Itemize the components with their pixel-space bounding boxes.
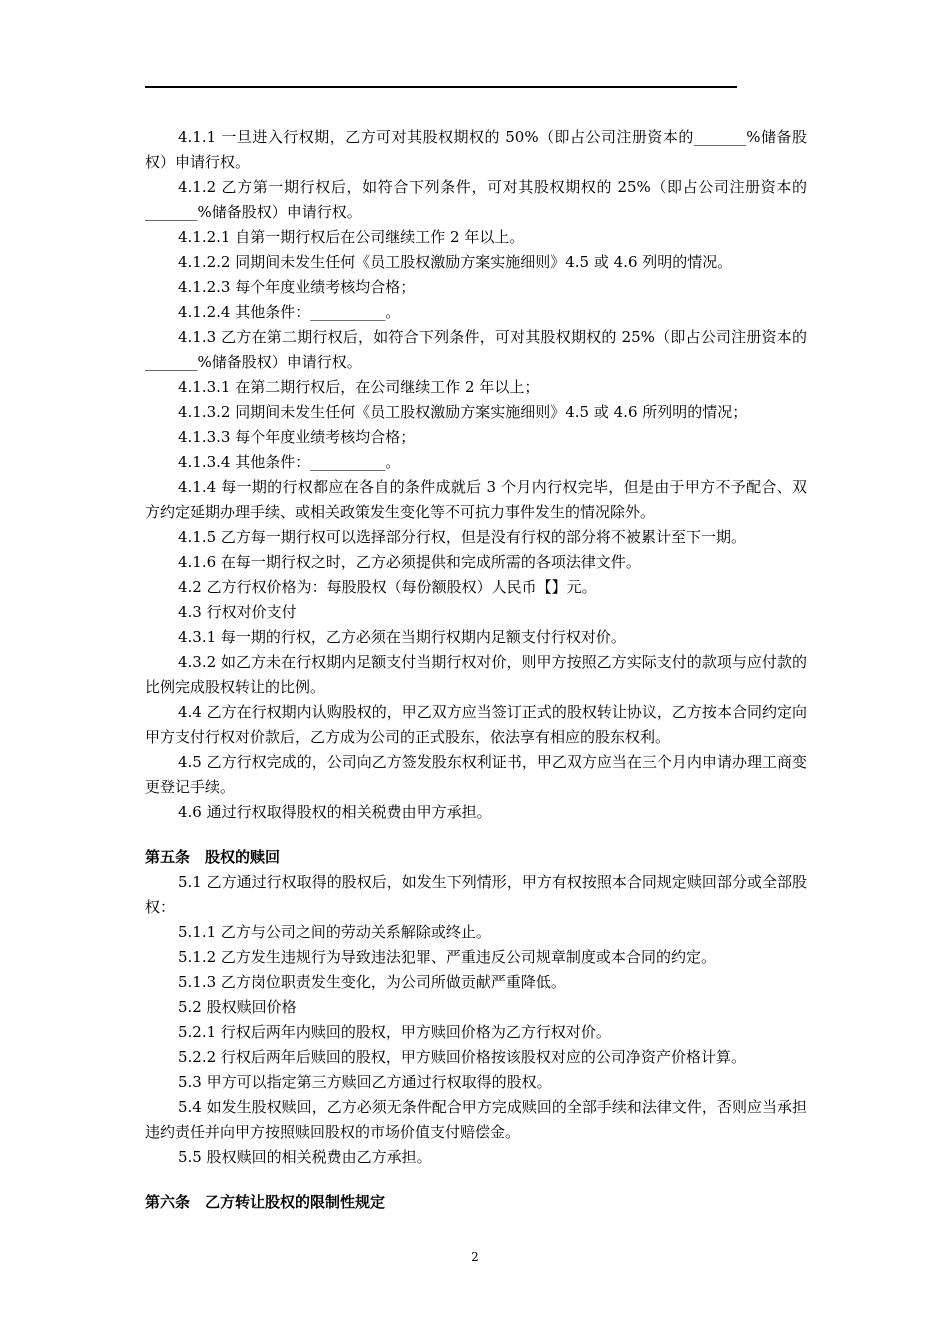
clause-4-1-2-2: 4.1.2.2 同期间未发生任何《员工股权激励方案实施细则》4.5 或 4.6 列明的情况。	[178, 253, 733, 271]
clause-5-4: 5.4 如发生股权赎回，乙方必须无条件配合甲方完成赎回的全部手续和法律文件，否则应当承担违约责任并向甲方按照赎回股权的市场价值支付赔偿金。	[145, 1098, 807, 1141]
clause-4-1-2-4: 4.1.2.4 其他条件：__________。	[178, 303, 401, 321]
clause-4-1-5: 4.1.5 乙方每一期行权可以选择部分行权，但是没有行权的部分将不被累计至下一期。	[178, 528, 746, 546]
clause-4-1-2: 4.1.2 乙方第一期行权后，如符合下列条件，可对其股权期权的 25%（即占公司注册资本的_______%储备股权）申请行权。	[145, 178, 807, 221]
clause-4-1-3-1: 4.1.3.1 在第二期行权后，在公司继续工作 2 年以上；	[178, 378, 540, 396]
clause-4-3-2: 4.3.2 如乙方未在行权期内足额支付当期行权对价，则甲方按照乙方实际支付的款项与应付款的比例完成股权转让的比例。	[145, 653, 807, 696]
clause-5-2: 5.2 股权赎回价格	[178, 998, 297, 1016]
section-6-heading: 第六条 乙方转让股权的限制性规定	[145, 1193, 386, 1211]
clause-4-1-4: 4.1.4 每一期的行权都应在各自的条件成就后 3 个月内行权完毕，但是由于甲方不予配合、双方约定延期办理手续、或相关政策发生变化等不可抗力事件发生的情况除外。	[145, 478, 807, 521]
page-number: 2	[471, 1250, 479, 1264]
header-rule	[145, 86, 737, 88]
clause-4-2: 4.2 乙方行权价格为：每股股权（每份额股权）人民币【】元。	[178, 578, 597, 596]
clause-4-3-1: 4.3.1 每一期的行权，乙方必须在当期行权期内足额支付行权对价。	[178, 628, 626, 646]
clause-5-1-1: 5.1.1 乙方与公司之间的劳动关系解除或终止。	[178, 923, 491, 941]
clause-5-1-2: 5.1.2 乙方发生违规行为导致违法犯罪、严重违反公司规章制度或本合同的约定。	[178, 948, 716, 966]
clause-5-5: 5.5 股权赎回的相关税费由乙方承担。	[178, 1148, 432, 1166]
clause-4-3: 4.3 行权对价支付	[178, 603, 297, 621]
clause-5-2-1: 5.2.1 行权后两年内赎回的股权，甲方赎回价格为乙方行权对价。	[178, 1023, 611, 1041]
clause-5-1: 5.1 乙方通过行权取得的股权后，如发生下列情形，甲方有权按照本合同规定赎回部分或全部股权：	[145, 873, 807, 916]
clause-4-6: 4.6 通过行权取得股权的相关税费由甲方承担。	[178, 803, 492, 821]
clause-4-4: 4.4 乙方在行权期内认购股权的，甲乙双方应当签订正式的股权转让协议，乙方按本合同约定向甲方支付行权对价款后，乙方成为公司的正式股东，依法享有相应的股东权利。	[145, 703, 807, 746]
clause-4-1-3-4: 4.1.3.4 其他条件：__________。	[178, 453, 401, 471]
clause-4-1-3-3: 4.1.3.3 每个年度业绩考核均合格；	[178, 428, 416, 446]
section-spacer	[145, 1170, 807, 1190]
clause-5-2-2: 5.2.2 行权后两年后赎回的股权，甲方赎回价格按该股权对应的公司净资产价格计算。	[178, 1048, 746, 1066]
section-5-heading: 第五条 股权的赎回	[145, 848, 281, 866]
clause-5-1-3: 5.1.3 乙方岗位职责发生变化，为公司所做贡献严重降低。	[178, 973, 566, 991]
clause-4-1-3: 4.1.3 乙方在第二期行权后，如符合下列条件，可对其股权期权的 25%（即占公司注册资本的_______%储备股权）申请行权。	[145, 328, 807, 371]
clause-4-1-6: 4.1.6 在每一期行权之时，乙方必须提供和完成所需的各项法律文件。	[178, 553, 641, 571]
clause-4-5: 4.5 乙方行权完成的，公司向乙方签发股东权利证书，甲乙双方应当在三个月内申请办理工商变更登记手续。	[145, 753, 807, 796]
section-spacer	[145, 825, 807, 845]
clause-5-3: 5.3 甲方可以指定第三方赎回乙方通过行权取得的股权。	[178, 1073, 552, 1091]
clause-4-1-2-1: 4.1.2.1 自第一期行权后在公司继续工作 2 年以上。	[178, 228, 525, 246]
document-body	[145, 125, 807, 1215]
clause-4-1-2-3: 4.1.2.3 每个年度业绩考核均合格；	[178, 278, 416, 296]
clause-4-1-1: 4.1.1 一旦进入行权期，乙方可对其股权期权的 50%（即占公司注册资本的_______%储备股权）申请行权。	[145, 128, 807, 171]
clause-4-1-3-2: 4.1.3.2 同期间未发生任何《员工股权激励方案实施细则》4.5 或 4.6 所列明的情况；	[178, 403, 748, 421]
